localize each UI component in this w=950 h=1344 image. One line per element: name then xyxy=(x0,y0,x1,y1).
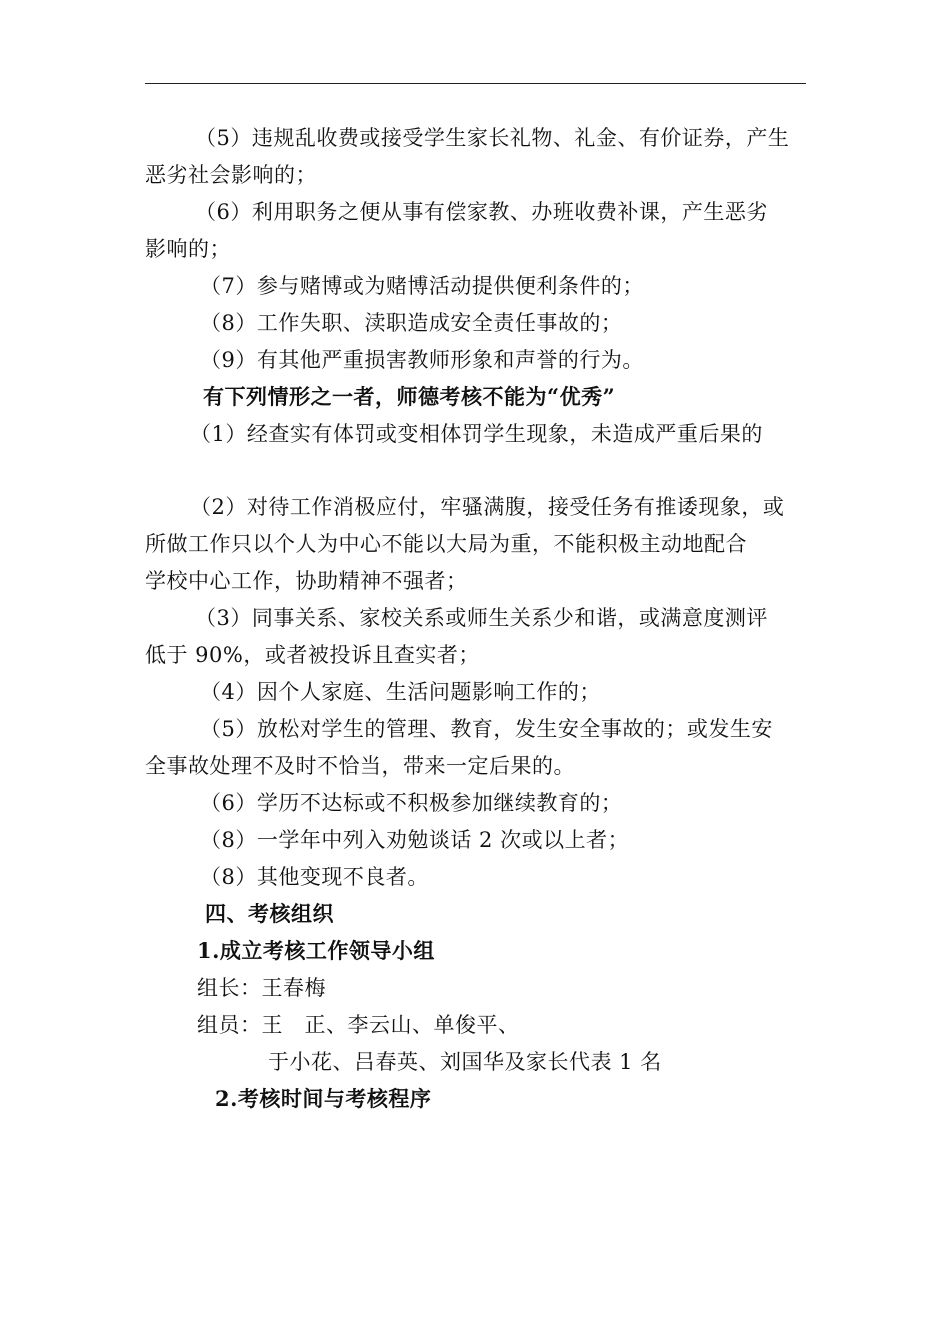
text-line: （2）对待工作消极应付，牢骚满腹，接受任务有推诿现象，或 xyxy=(190,495,785,519)
text-line: 学校中心工作，协助精神不强者； xyxy=(145,569,468,593)
section-heading: 四、考核组织 xyxy=(205,901,334,926)
text-line: （9）有其他严重损害教师形象和声誉的行为。 xyxy=(200,348,644,372)
text-line: 影响的； xyxy=(145,237,231,261)
text-line: 全事故处理不及时不恰当，带来一定后果的。 xyxy=(145,754,575,778)
text-line: （6）利用职务之便从事有偿家教、办班收费补课，产生恶劣 xyxy=(195,200,768,224)
text-line: （1）经查实有体罚或变相体罚学生现象，未造成严重后果的 xyxy=(190,422,763,446)
text-line: （8）其他变现不良者。 xyxy=(200,865,429,889)
text-line: （8）一学年中列入劝勉谈话 2 次或以上者； xyxy=(200,828,630,852)
text-line: （4）因个人家庭、生活问题影响工作的； xyxy=(200,680,601,704)
text-line: （6）学历不达标或不积极参加继续教育的； xyxy=(200,791,623,815)
header-rule xyxy=(145,83,806,84)
subsection-heading: 2.考核时间与考核程序 xyxy=(215,1086,432,1111)
text-line: 组员：王 正、李云山、单俊平、 xyxy=(197,1013,520,1037)
text-line: （5）放松对学生的管理、教育，发生安全事故的；或发生安 xyxy=(200,717,773,741)
text-line: 所做工作只以个人为中心不能以大局为重，不能积极主动地配合 xyxy=(145,532,747,556)
text-line: （7）参与赌博或为赌博活动提供便利条件的； xyxy=(200,274,644,298)
text-line: 低于 90%，或者被投诉且查实者； xyxy=(145,643,480,667)
text-line: （3）同事关系、家校关系或师生关系少和谐，或满意度测评 xyxy=(195,606,768,630)
section-heading: 有下列情形之一者，师德考核不能为“优秀” xyxy=(203,384,616,409)
subsection-heading: 1.成立考核工作领导小组 xyxy=(197,938,435,963)
text-line: （5）违规乱收费或接受学生家长礼物、礼金、有价证券，产生 xyxy=(195,126,790,150)
text-line: 于小花、吕春英、刘国华及家长代表 1 名 xyxy=(268,1050,662,1074)
text-line: 恶劣社会影响的； xyxy=(145,163,317,187)
text-line: （8）工作失职、渎职造成安全责任事故的； xyxy=(200,311,623,335)
text-line: 组长：王春梅 xyxy=(197,976,326,1000)
